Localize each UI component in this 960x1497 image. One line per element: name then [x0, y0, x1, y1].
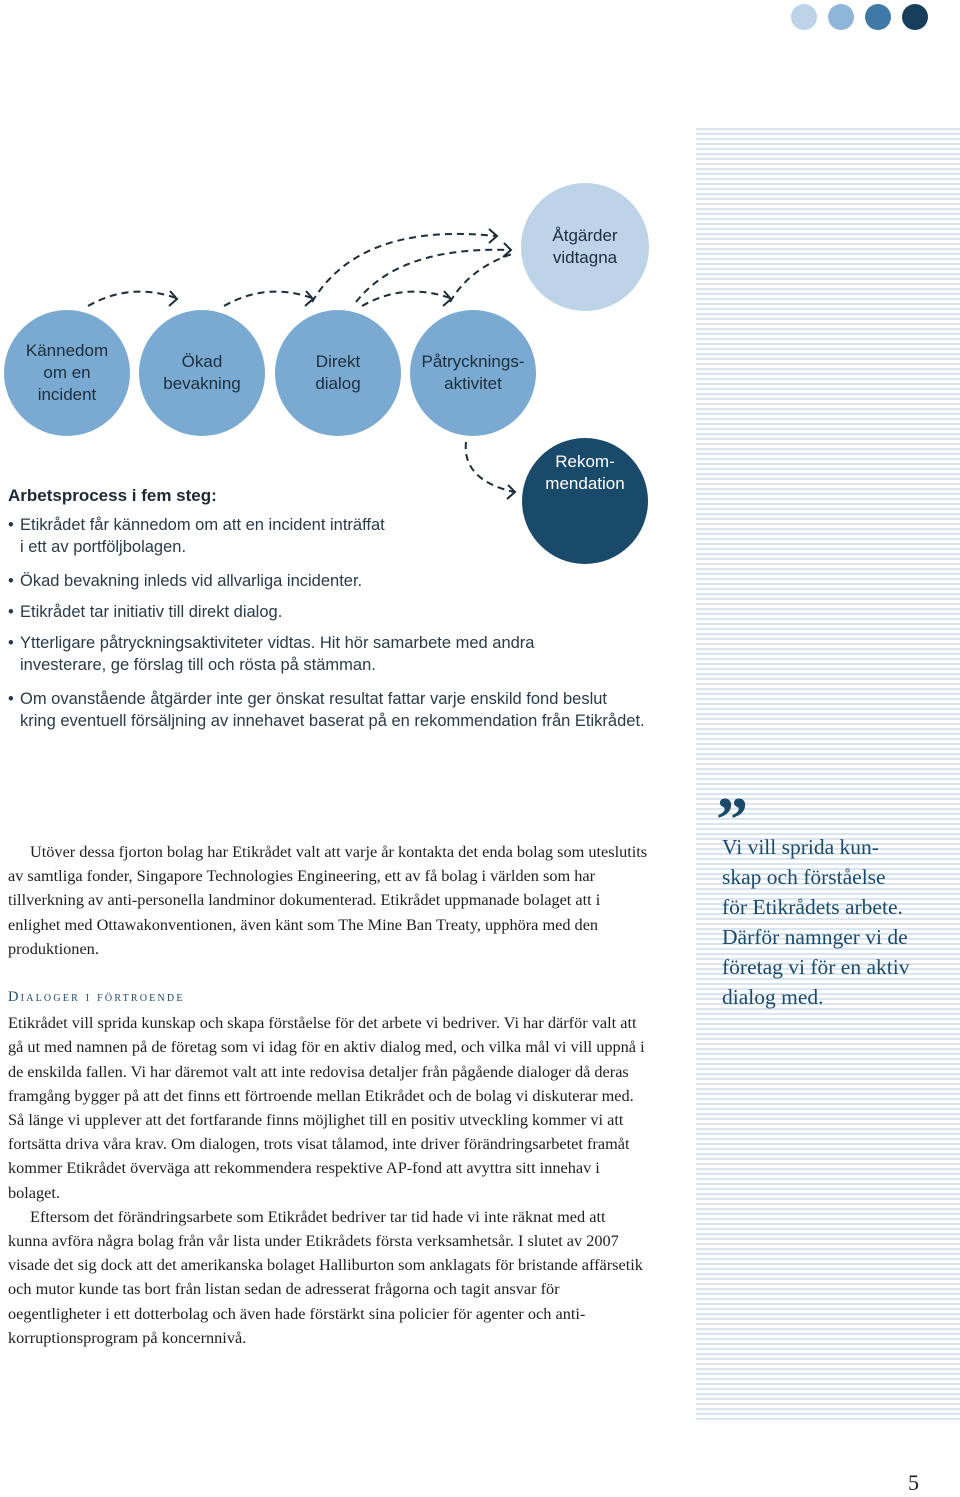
process-list: [8, 514, 688, 732]
arrowhead-3: [443, 291, 451, 306]
circle-patrycknings-aktivitet: [410, 310, 536, 436]
arrow-6: [450, 254, 512, 302]
striped-sidebar: [696, 128, 960, 1422]
pull-quote: [722, 832, 952, 1012]
circle-label-patrycknings-aktivitet: Påtrycknings- aktivitet: [421, 352, 525, 393]
page-number: 5: [908, 1470, 919, 1495]
pull-quote-line-2: skap och förståelse: [722, 865, 886, 889]
pull-quote-line-4: Därför namnger vi de: [722, 925, 908, 949]
circle-label-direkt-dialog: Direkt dialog: [315, 352, 361, 393]
process-item-5: • Om ovanstående åtgärder inte ger önskat resultat fattar varje enskild fond beslut kring eventuell försäljning av innehavet baserat på en rekommendation från Etikrådet.: [8, 688, 688, 732]
header-dot-1: [791, 4, 817, 30]
pull-quote-line-6: dialog med.: [722, 985, 824, 1009]
process-item-4: • Ytterligare påtryckningsaktiviteter vidtas. Hit hör samarbete med andra investerare, ge förslag till och rösta på stämman.: [8, 632, 688, 676]
circle-label-kannedom: Kännedom om en incident: [25, 341, 109, 404]
quote-mark-icon: ”: [716, 784, 748, 855]
circle-label-atgarder-vidtagna: Åtgärder vidtagna: [552, 226, 618, 267]
header-dot-4: [902, 4, 928, 30]
header-dot-3: [865, 4, 891, 30]
arrowhead-2: [305, 291, 313, 306]
arrow-7: [466, 442, 514, 492]
process-item-2: • Ökad bevakning inleds vid allvarliga incidenter.: [8, 570, 688, 592]
body-paragraph-2: Etikrådet vill sprida kunskap och skapa förståelse för det arbete vi bedriver. Vi har därför valt att gå ut med namnen på de företag som vi idag för en aktiv dialog med, och vilka mål vi vill uppnå i de enskilda fallen. Vi har däremot valt att inte redovisa detaljer från pågående dialoger då deras framgång bygger på att det finns ett förtroende mellan Etikrådet och de bolag vi diskuterar med. Så länge vi upplever att det fortfarande finns möjlighet till en positiv utveckling kommer vi att fortsätta driva våra krav. Om dialogen, trots visat tålamod, inte driver förändringsarbetet framåt kommer Etikrådet överväga att rekommendera respektive AP-fond att avyttra sitt innehav i bolaget.: [8, 1013, 645, 1202]
body-text: [8, 840, 648, 1350]
pull-quote-line-1: Vi vill sprida kun-: [722, 835, 879, 859]
body-paragraph-1: Utöver dessa fjorton bolag har Etikrådet valt att varje år kontakta det enda bolag som uteslutits av samtliga fonder, Singapore Technologies Engineering, ett av få bolag i världen som har tillverkning av anti-personella landminor dokumenterad. Etikrådet uppmanade bolaget att i enlighet med Ottawakonventionen, även känt som The Mine Ban Treaty, upphöra med den produktionen.: [8, 842, 648, 958]
body-paragraph-3: Eftersom det förändringsarbete som Etikrådet bedriver tar tid hade vi inte räknat med att kunna avföra några bolag från vår lista under Etikrådets första verksamhetsår. I slutet av 2007 visade det sig dock att det amerikanska bolaget Halliburton som anklagats för bristande affärsetik och mutor kunde tas bort från listan sedan de adresserat frågorna och tagit ansvar för oegentligheter i ett dotterbolag och även hade förstärkt sina policier för agenter och anti-korruptionsprogram på koncernnivå.: [8, 1206, 643, 1347]
circle-direkt-dialog: [275, 310, 401, 436]
pull-quote-line-5: företag vi för en aktiv: [722, 955, 910, 979]
pull-quote-line-3: för Etikrådets arbete.: [722, 895, 903, 919]
circle-okad-bevakning: [139, 310, 265, 436]
process-item-3: • Etikrådet tar initiativ till direkt dialog.: [8, 601, 688, 623]
circle-label-okad-bevakning: Ökad bevakning: [163, 352, 241, 393]
header-dot-2: [828, 4, 854, 30]
arrow-1: [88, 292, 176, 306]
process-section: [8, 486, 688, 744]
arrow-2: [224, 292, 312, 306]
circle-kannedom: [4, 310, 130, 436]
process-heading: Arbetsprocess i fem steg:: [8, 486, 217, 505]
arrow-4: [312, 234, 496, 302]
circle-atgarder-vidtagna: [521, 183, 649, 311]
section-heading: Dialoger i förtroende: [8, 989, 185, 1006]
arrowhead-1: [169, 291, 177, 306]
circle-label-rekommendation: Rekom- mendation: [545, 452, 625, 493]
arrow-3: [362, 292, 450, 306]
process-item-1: • Etikrådet får kännedom om att en incident inträffat i ett av portföljbolagen.: [8, 514, 688, 558]
